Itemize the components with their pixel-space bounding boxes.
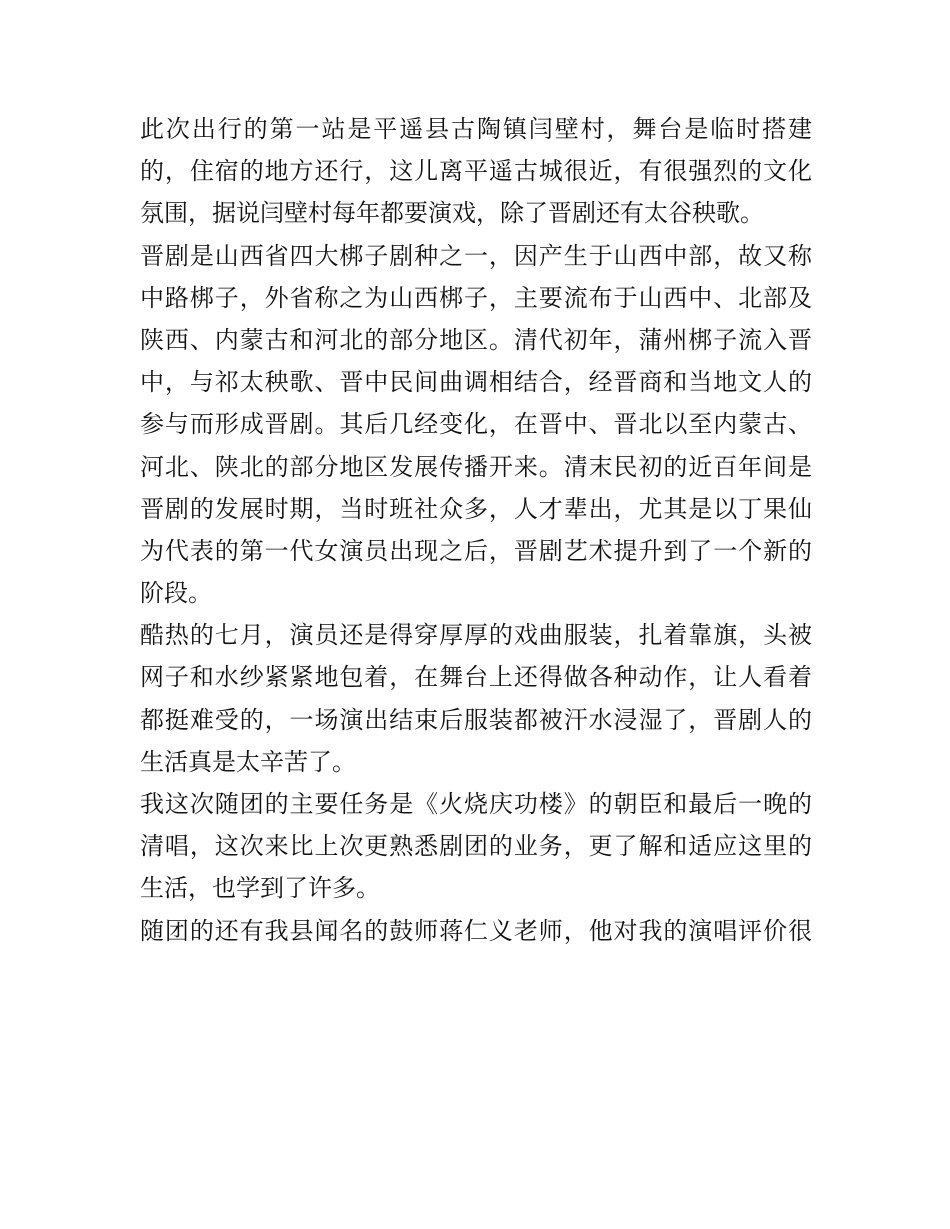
paragraph-4: [140, 783, 812, 910]
paragraph-3: [140, 614, 812, 783]
text-line: 河北、陕北的部分地区发展传播开来。清末民初的近百年间是: [140, 452, 812, 481]
text-line: 生活，也学到了许多。: [140, 874, 380, 903]
text-line: 为代表的第一代女演员出现之后，晋剧艺术提升到了一个新的: [140, 536, 812, 565]
text-line: 生活真是太辛苦了。: [140, 747, 356, 776]
text-line: 阶段。: [140, 579, 212, 608]
text-line: 我这次随团的主要任务是《火烧庆功楼》的朝臣和最后一晚的: [140, 790, 812, 818]
paragraph-2: [140, 235, 812, 615]
text-line: 氛围，据说闫壁村每年都要演戏，除了晋剧还有太谷秧歌。: [140, 199, 764, 228]
text-line: 酷热的七月，演员还是得穿厚厚的戏曲服装，扎着靠旗，头被: [140, 621, 812, 650]
text-line: 随团的还有我县闻名的鼓师蒋仁义老师，他对我的演唱评价很: [140, 916, 812, 945]
text-line: 的，住宿的地方还行，这儿离平遥古城很近，有很强烈的文化: [140, 157, 812, 186]
text-line: 中，与祁太秧歌、晋中民间曲调相结合，经晋商和当地文人的: [140, 368, 812, 397]
text-line: 参与而形成晋剧。其后几经变化，在晋中、晋北以至内蒙古、: [140, 410, 812, 439]
text-line: 都挺难受的，一场演出结束后服装都被汗水浸湿了，晋剧人的: [140, 705, 812, 734]
paragraph-5: [140, 910, 812, 952]
text-line: 此次出行的第一站是平遥县古陶镇闫壁村，舞台是临时搭建: [140, 115, 812, 143]
paragraph-1: [140, 108, 812, 235]
text-line: 清唱，这次来比上次更熟悉剧团的业务，更了解和适应这里的: [140, 832, 812, 861]
text-line: 中路梆子，外省称之为山西梆子，主要流布于山西中、北部及: [140, 283, 812, 312]
text-line: 陕西、内蒙古和河北的部分地区。清代初年，蒲州梆子流入晋: [140, 325, 812, 354]
body-text: [140, 108, 812, 952]
text-line: 网子和水纱紧紧地包着，在舞台上还得做各种动作，让人看着: [140, 663, 812, 692]
text-line: 晋剧的发展时期，当时班社众多，人才辈出，尤其是以丁果仙: [140, 494, 812, 523]
text-line: 晋剧是山西省四大梆子剧种之一，因产生于山西中部，故又称: [140, 241, 812, 270]
